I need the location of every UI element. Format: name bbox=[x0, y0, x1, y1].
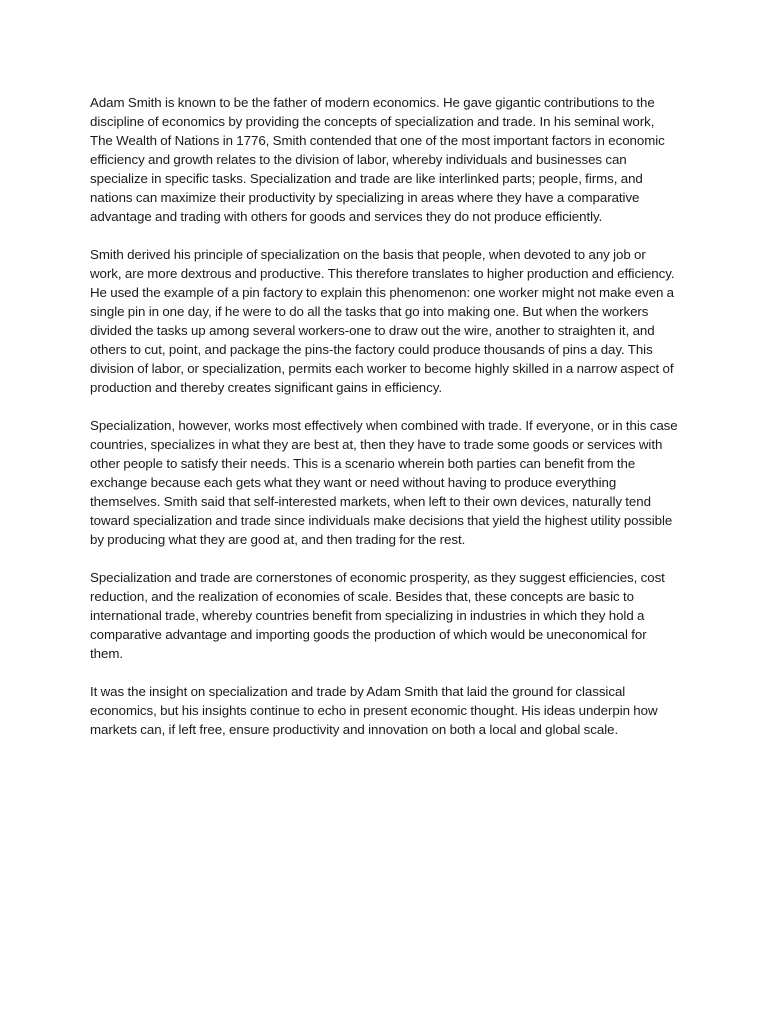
paragraph-3: Specialization, however, works most effectively when combined with trade. If everyone, or in this case countries, specializes in what they are best at, then they have to trade some goods or services with other people to satisfy their needs. This is a scenario wherein both parties can benefit from the exchange because each gets what they want or need without having to produce everything themselves. Smith said that self-interested markets, when left to their own devices, naturally tend toward specialization and trade since individuals make decisions that yield the highest utility possible by producing what they are good at, and then trading for the rest. bbox=[90, 418, 678, 547]
paragraph-4: Specialization and trade are cornerstones of economic prosperity, as they suggest efficiencies, cost reduction, and the realization of economies of scale. Besides that, these concepts are basic to international trade, whereby countries benefit from specializing in industries in which they hold a comparative advantage and importing goods the production of which would be uneconomical for them. bbox=[90, 570, 665, 661]
paragraph-5: It was the insight on specialization and trade by Adam Smith that laid the ground for classical economics, but his insights continue to echo in present economic thought. His ideas underpin how markets can, if left free, ensure productivity and innovation on both a local and global scale. bbox=[90, 684, 658, 737]
paragraph-1: Adam Smith is known to be the father of modern economics. He gave gigantic contributions to the discipline of economics by providing the concepts of specialization and trade. In his seminal work, The Wealth of Nations in 1776, Smith contended that one of the most important factors in economic efficiency and growth relates to the division of labor, whereby individuals and businesses can specialize in specific tasks. Specialization and trade are like interlinked parts; people, firms, and nations can maximize their productivity by specializing in areas where they have a comparative advantage and trading with others for goods and services they do not produce efficiently. bbox=[90, 95, 665, 224]
paragraph-2: Smith derived his principle of specialization on the basis that people, when devoted to any job or work, are more dextrous and productive. This therefore translates to higher production and efficiency. He used the example of a pin factory to explain this phenomenon: one worker might not make even a single pin in one day, if he were to do all the tasks that go into making one. But when the workers divided the tasks up among several workers-one to draw out the wire, another to straighten it, and others to cut, point, and package the pins-the factory could produce thousands of pins a day. This division of labor, or specialization, permits each worker to become highly skilled in a narrow aspect of production and thereby creates significant gains in efficiency. bbox=[90, 247, 675, 395]
document-body bbox=[90, 93, 680, 758]
